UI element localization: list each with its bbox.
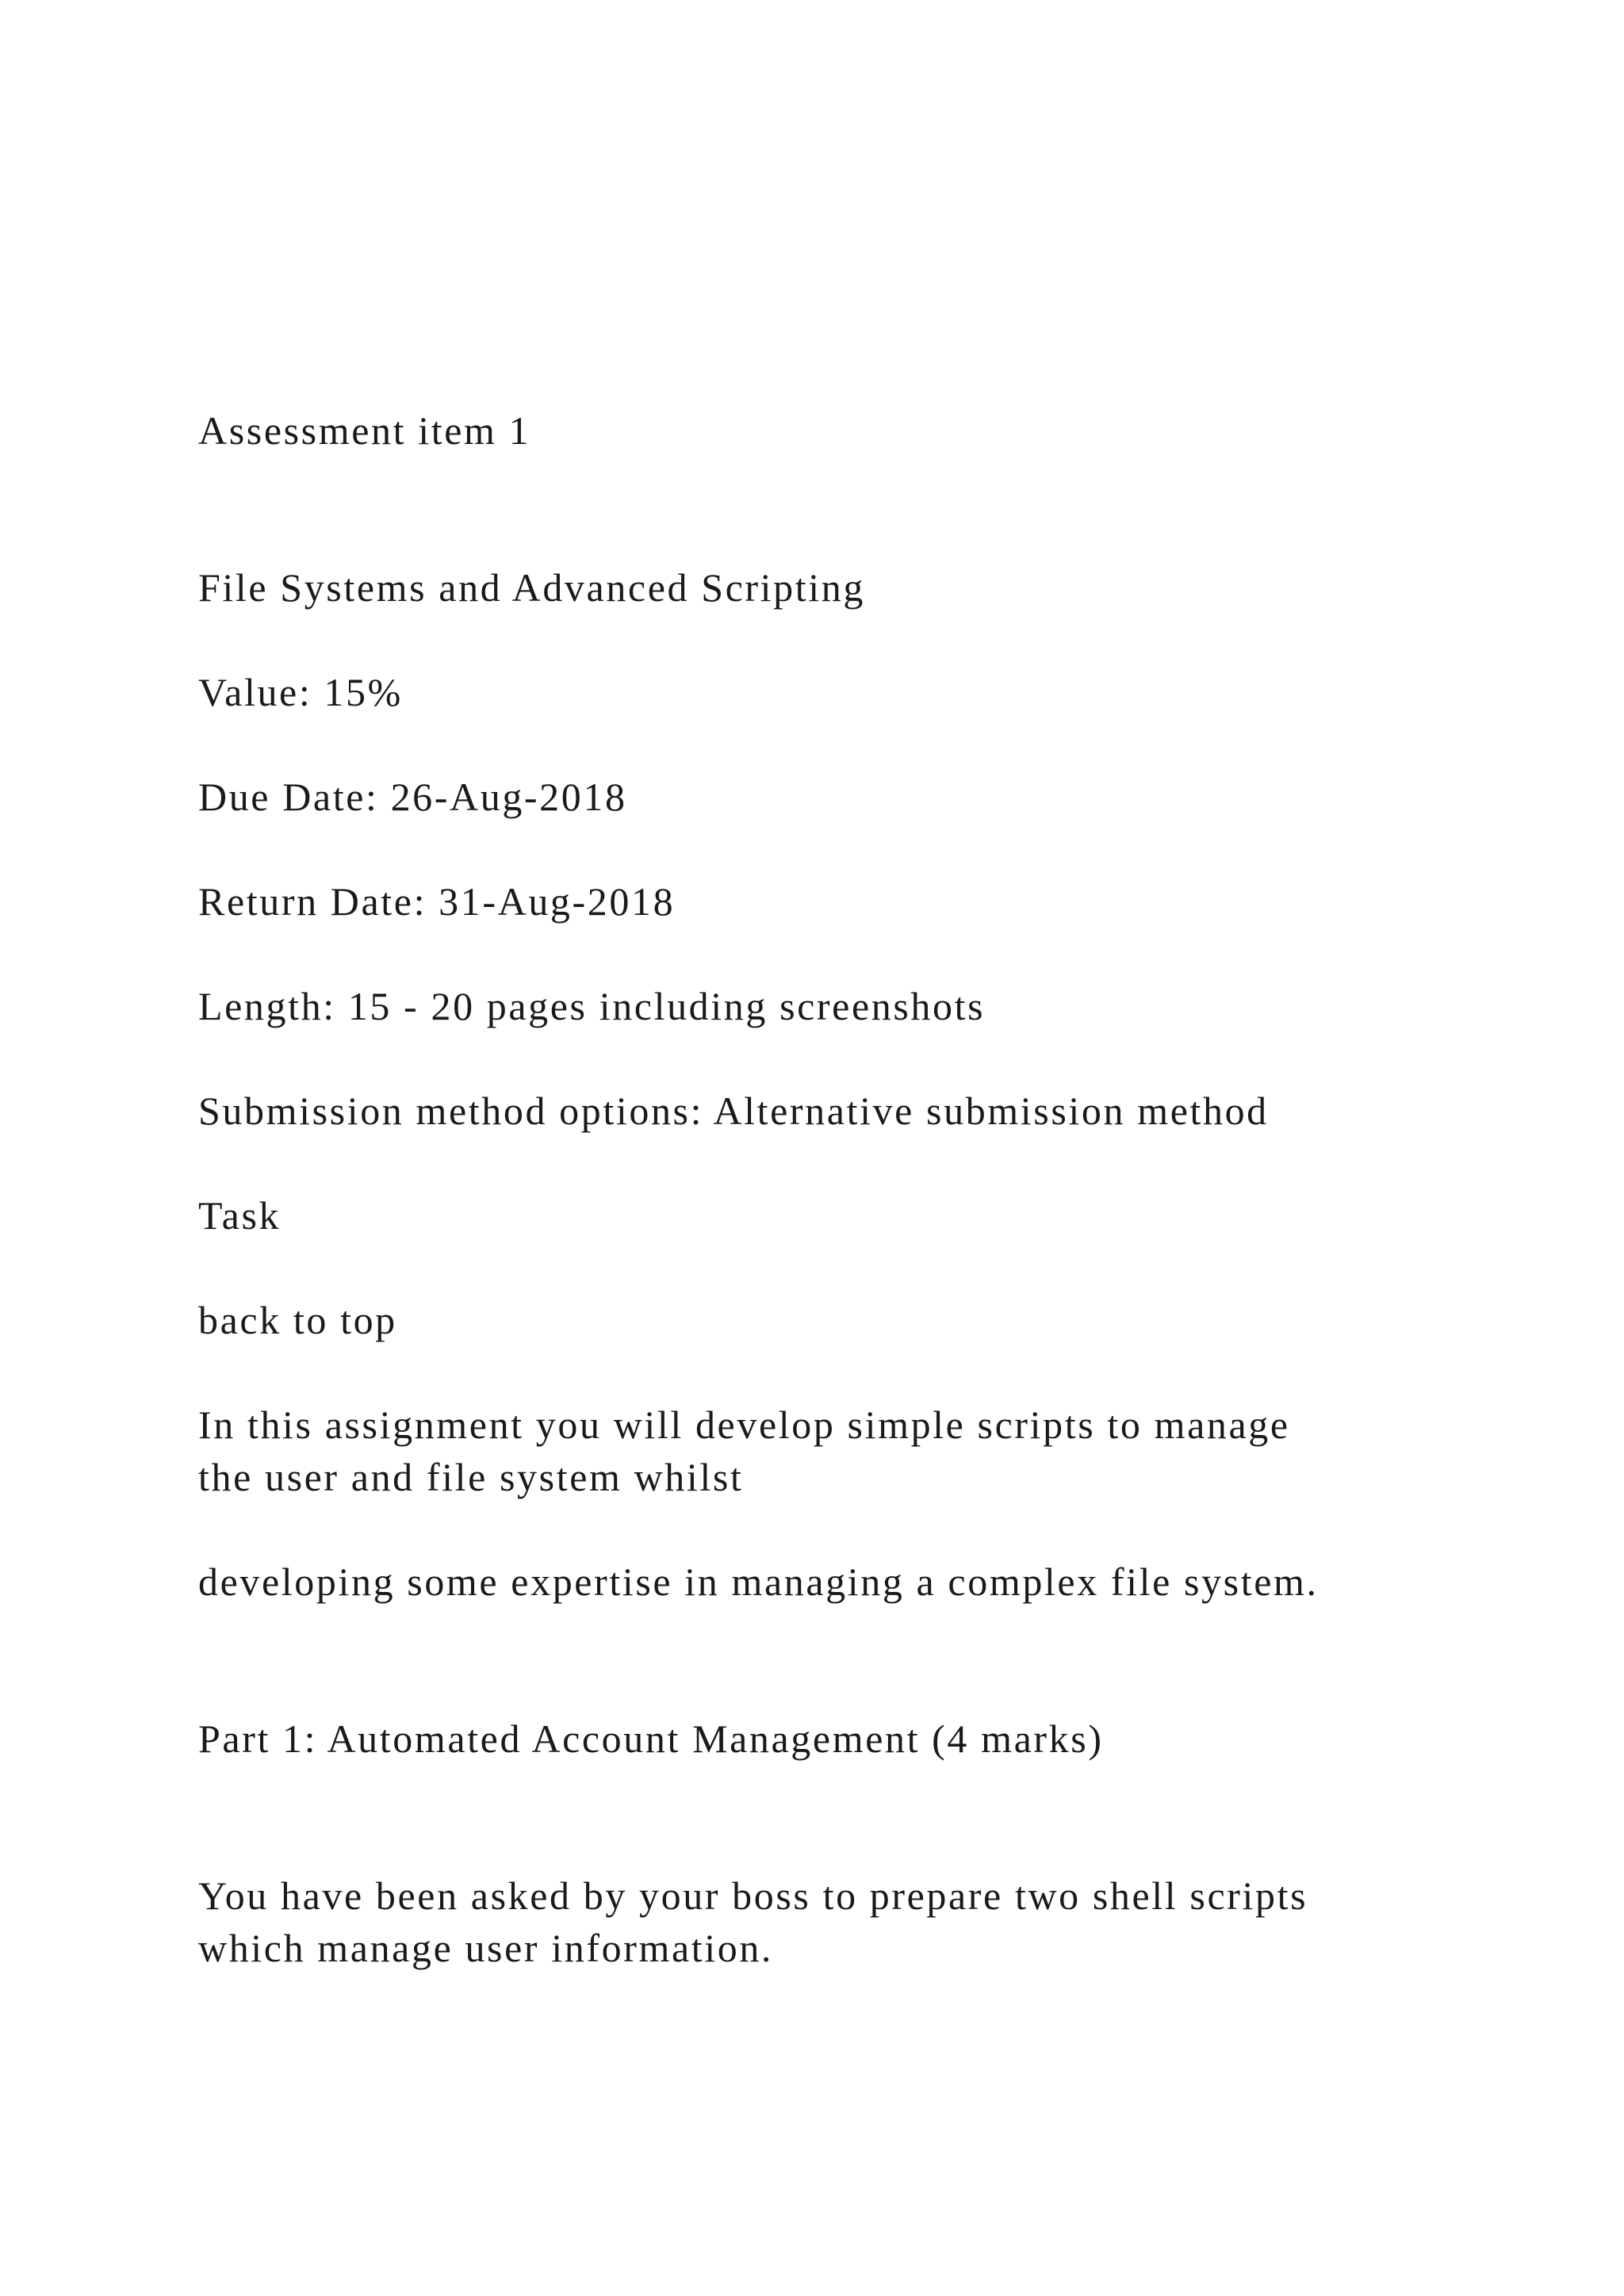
intro-line-2: the user and file system whilst xyxy=(198,1455,744,1499)
length-line: Length: 15 - 20 pages including screenshots xyxy=(198,984,986,1028)
back-to-top-link[interactable]: back to top xyxy=(198,1298,397,1342)
assessment-title: File Systems and Advanced Scripting xyxy=(198,565,865,610)
due-date-line: Due Date: 26-Aug-2018 xyxy=(198,775,627,819)
task-heading: Task xyxy=(198,1193,282,1238)
submission-method-line: Submission method options: Alternative submission method xyxy=(198,1089,1269,1133)
return-date-line: Return Date: 31-Aug-2018 xyxy=(198,879,676,924)
part1-paragraph-line-2: which manage user information. xyxy=(198,1926,774,1970)
part1-heading: Part 1: Automated Account Management (4 marks) xyxy=(198,1716,1104,1761)
assessment-heading: Assessment item 1 xyxy=(198,408,531,453)
intro-line-1: In this assignment you will develop simple scripts to manage xyxy=(198,1402,1290,1447)
value-line: Value: 15% xyxy=(198,670,403,714)
intro-line-3: developing some expertise in managing a complex file system. xyxy=(198,1559,1319,1604)
part1-paragraph-line-1: You have been asked by your boss to prepare two shell scripts xyxy=(198,1873,1308,1918)
